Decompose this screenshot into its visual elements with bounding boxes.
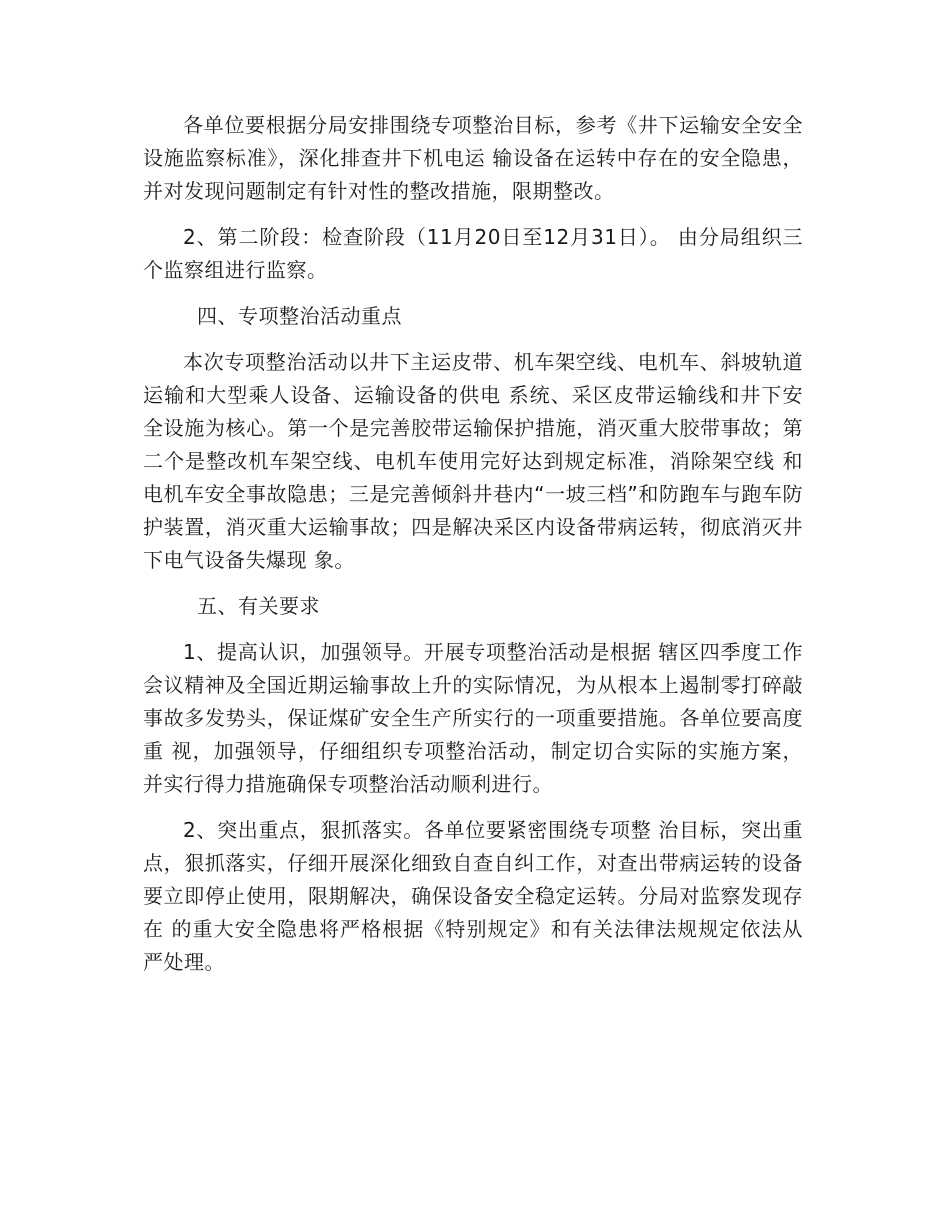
paragraph-1: 各单位要根据分局安排围绕专项整治目标，参考《井下运输安全安全设施监察标准》，深化排查井下机电运 输设备在运转中存在的安全隐患，并对发现问题制定有针对性的整改措施，限期整改。 <box>143 113 803 203</box>
paragraph-3: 本次专项整治活动以井下主运皮带、机车架空线、电机车、斜坡轨道运输和大型乘人设备、运输设备的供电 系统、采区皮带运输线和井下安全设施为核心。第一个是完善胶带运输保护措施，消灭重大胶带事故；第二个是整改机车架空线、电机车使用完好达到规定标准，消除架空线 和电机车安全事故隐患；三是完善倾斜井巷内“一坡三档”和防跑车与跑车防护装置，消灭重大运输事故；四是解决采区内设备带病运转，彻底消灭井下电气设备失爆现 象。 <box>143 350 803 572</box>
paragraph-5: 2、突出重点，狠抓落实。各单位要紧密围绕专项整 治目标，突出重点，狠抓落实，仔细开展深化细致自查自纠工作，对查出带病运转的设备要立即停止使用，限期解决，确保设备安全稳定运转。分局对监察发现存在 的重大安全隐患将严格根据《特别规定》和有关法律法规规定依法从严处理。 <box>143 818 803 974</box>
section-heading-5: 五、有关要求 <box>197 594 320 618</box>
paragraph-2: 2、第二阶段：检查阶段（11月20日至12月31日）。 由分局组织三个监察组进行监察。 <box>143 225 803 282</box>
paragraph-4: 1、提高认识，加强领导。开展专项整治活动是根据 辖区四季度工作会议精神及全国近期运输事故上升的实际情况，为从根本上遏制零打碎敲事故多发势头，保证煤矿安全生产所实行的一项重要措施。各单位要高度重 视，加强领导，仔细组织专项整治活动，制定切合实际的实施方案，并实行得力措施确保专项整治活动顺利进行。 <box>143 640 803 796</box>
document-body <box>143 109 803 992</box>
section-heading-4: 四、专项整治活动重点 <box>197 304 402 328</box>
